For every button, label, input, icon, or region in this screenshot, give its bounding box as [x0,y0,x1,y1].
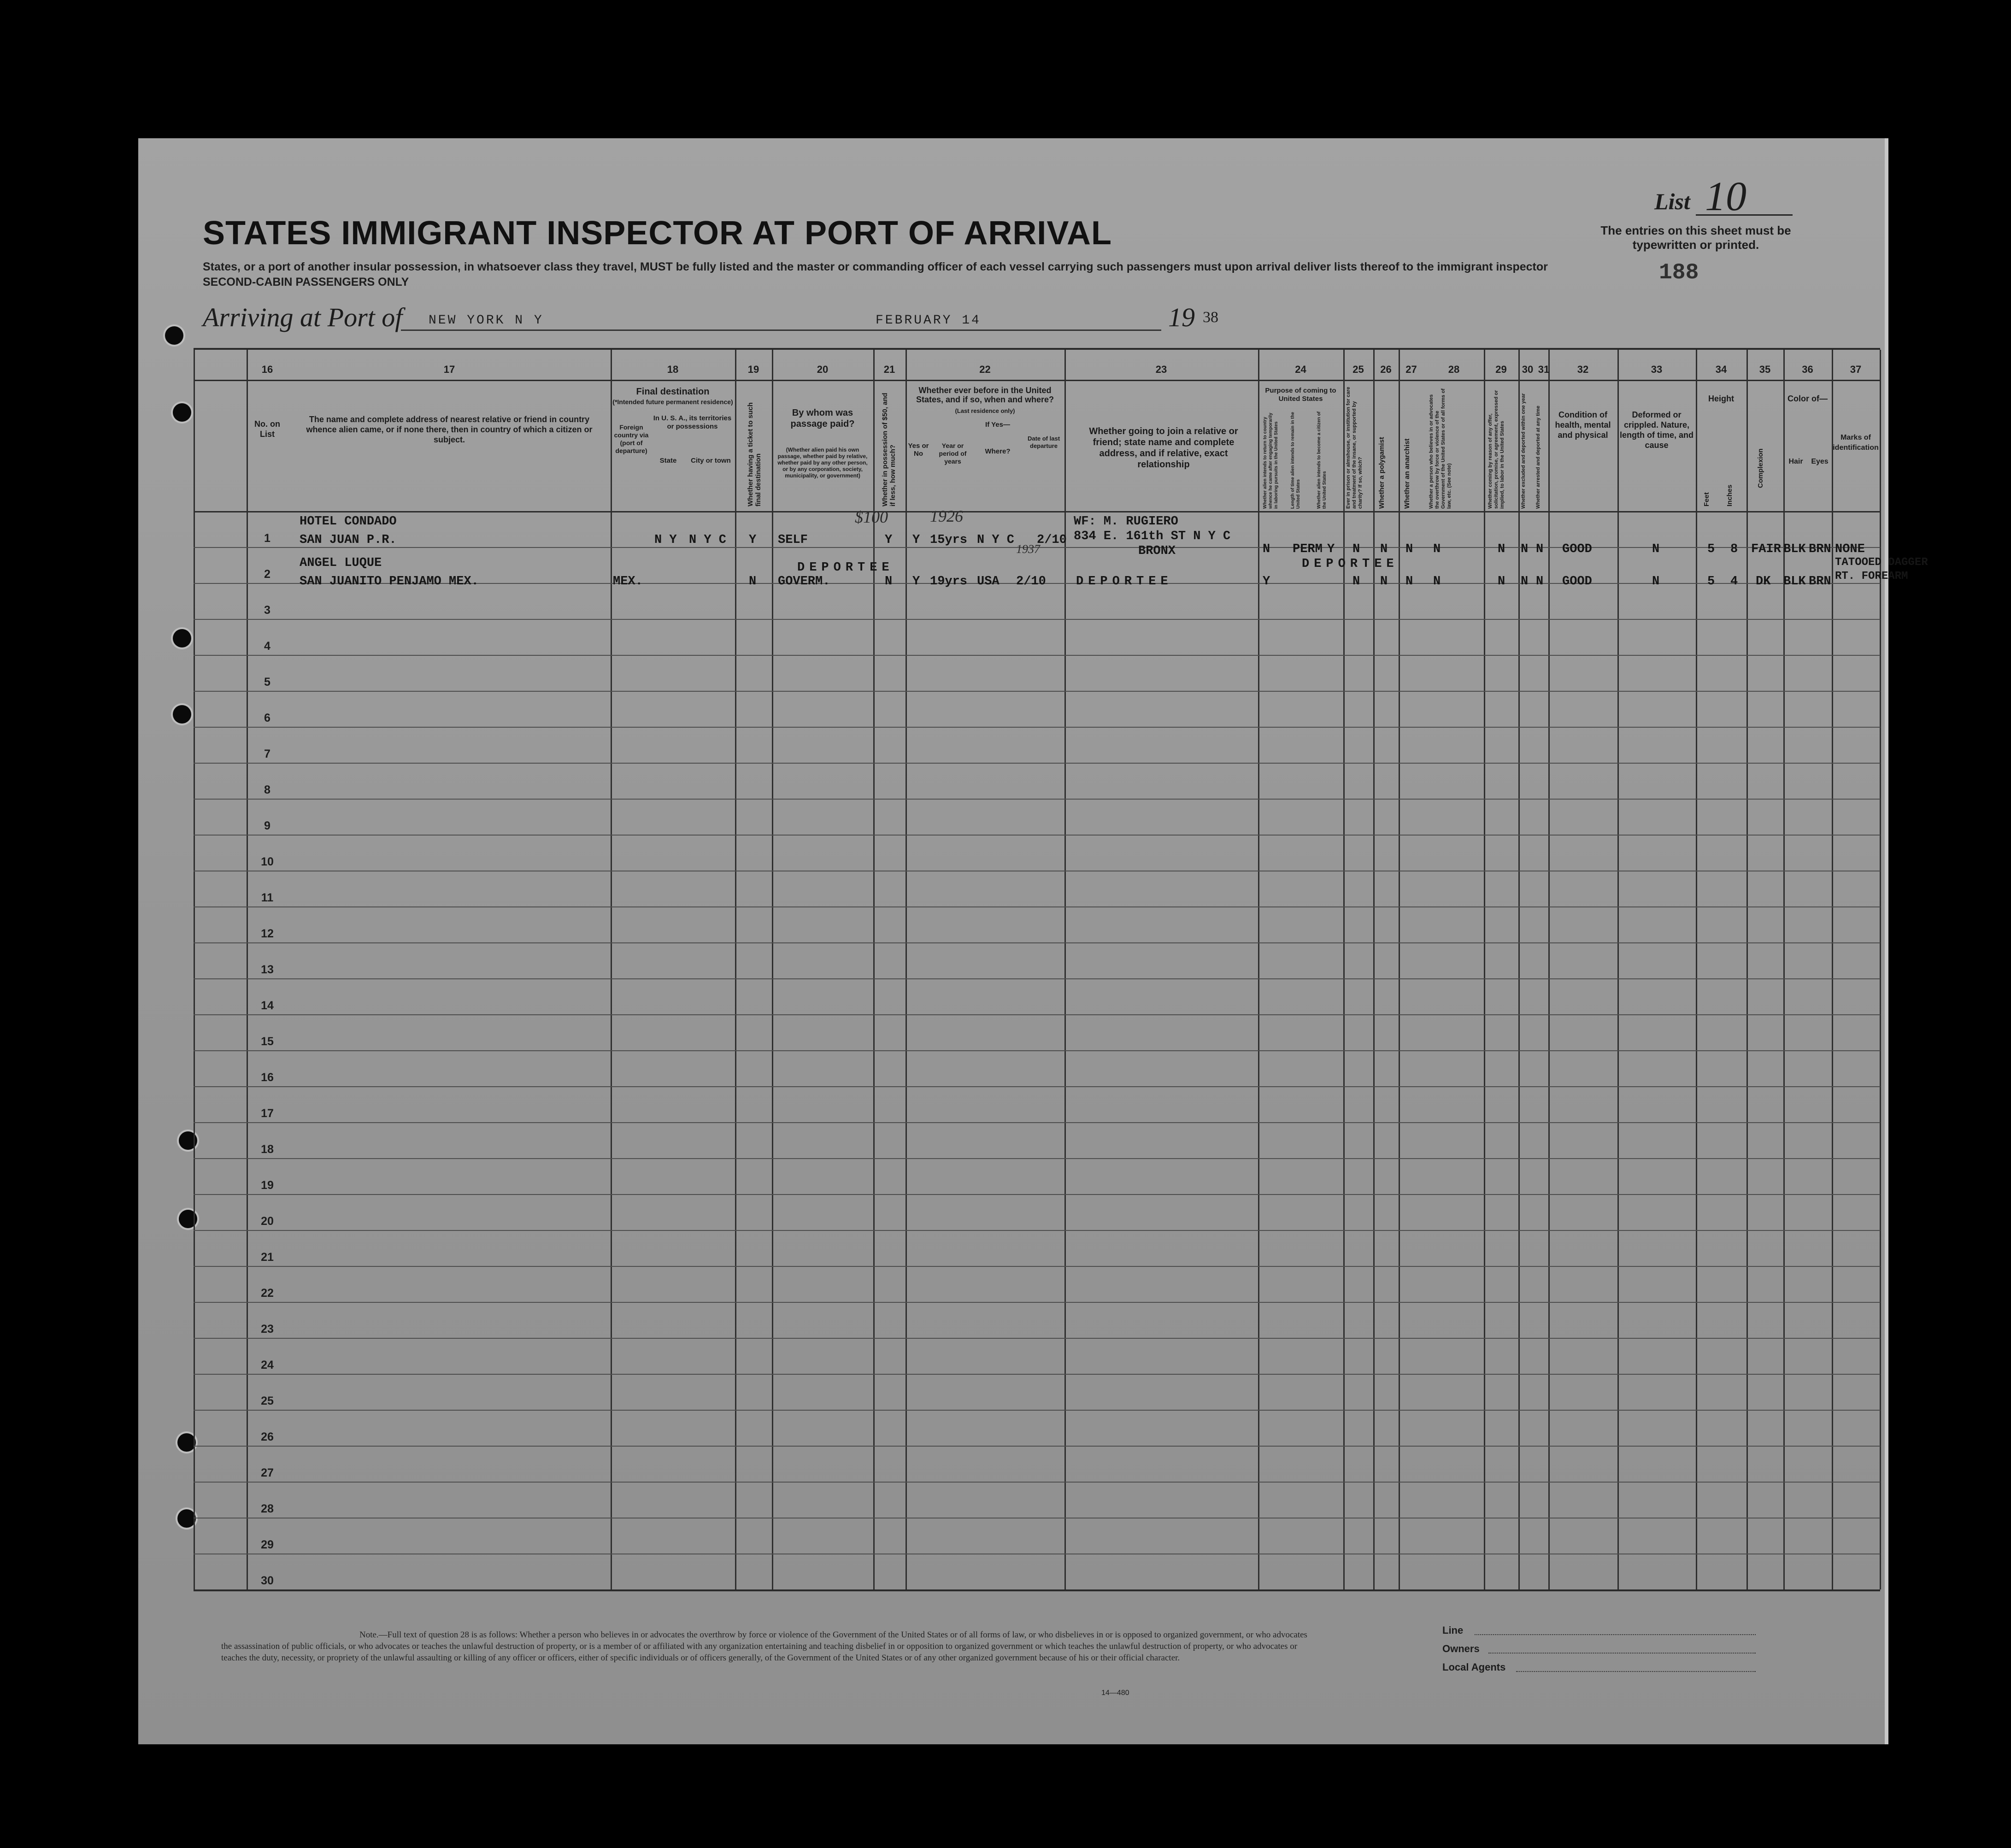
header-yes-no: Yes or No [908,442,929,458]
row1-before-year-note: 1926 [930,507,963,525]
punch-hole [177,1509,196,1528]
col-number: 23 [1155,364,1167,375]
header-inches: Inches [1726,484,1734,506]
row2-q28: N [1433,575,1441,589]
row-number: 30 [261,1574,274,1587]
col-number: 29 [1495,364,1507,375]
row2-q30: N [1521,575,1529,589]
arrival-date: FEBRUARY 14 [876,313,981,328]
col-number: 27 [1405,364,1417,375]
col-number: 34 [1715,364,1727,375]
row2-purpose-stamp: DEPORTEE [1302,557,1399,571]
row-rule [194,691,1880,692]
row1-eyes: BRN [1809,542,1831,556]
col-number: 28 [1448,364,1460,375]
row2-before-years: 19yrs [930,575,968,589]
col-rule [1518,350,1520,1589]
page-title: STATES IMMIGRANT INSPECTOR AT PORT OF ARRIVAL [203,215,1112,252]
agents-field [1516,1671,1756,1672]
row2-relative-line2: SAN JUANITO PENJAMO MEX. [300,575,479,589]
row-number: 8 [264,783,270,796]
col-number: 22 [979,364,991,375]
header-joining: Whether going to join a relative or friend; state name and complete address, and if relative, exact relationship [1089,426,1238,470]
row1-relative-line1: HOTEL CONDADO [300,515,397,529]
row-rule [194,655,1880,656]
row-number: 21 [261,1251,274,1264]
row1-joining-line1: WF: M. RUGIERO [1074,515,1178,529]
row2-q29: N [1498,575,1505,589]
row-rule [194,1158,1880,1159]
cabin-class: SECOND-CABIN PASSENGERS ONLY [203,276,409,288]
row-rule [194,1050,1880,1051]
col-number: 20 [817,364,829,375]
row-number: 14 [261,999,274,1012]
header-paid-by-note: (Whether alien paid his own passage, whether paid by relative, whether paid by any other person, or by any corporation, society, municipality, or government) [777,447,868,479]
row2-marks-line1: TATOOED DAGGER [1835,556,1928,569]
row-number: 19 [261,1179,274,1192]
row1-purpose-length: PERM [1293,542,1323,556]
row-rule [194,1230,1880,1231]
row2-complexion: DK [1756,575,1771,589]
header-deported: Whether arrested and deported at any time [1535,406,1541,509]
row-rule [194,1014,1880,1015]
col-number: 33 [1651,364,1663,375]
colnum-rule [194,380,1880,381]
header-ticket: Whether having a ticket to such final destination [747,402,762,506]
header-eyes: Eyes [1811,458,1829,465]
form-number: 14—480 [1101,1689,1129,1697]
row-number: 20 [261,1215,274,1228]
form-instructions: States, or a port of another insular possession, in whatsoever class they travel, MUST be fully listed and the master or commanding officer of each vessel carrying such passengers must upon arrival deliver lists thereof to the immigrant inspector [203,260,1548,273]
row-number: 1 [264,532,270,545]
row1-q30: N [1521,542,1529,556]
row2-deformed: N [1652,575,1660,589]
header-purpose: Purpose of coming to United States [1265,387,1336,403]
row2-feet: 5 [1707,575,1715,589]
row1-feet: 5 [1707,542,1715,556]
row-number: 29 [261,1538,274,1551]
row2-ticket: N [749,575,757,589]
row-rule [194,763,1880,764]
row1-before-date-note: 1937 [1016,542,1040,556]
port-value: NEW YORK N Y [429,313,544,328]
row-number: 27 [261,1466,274,1479]
row-number: 9 [264,819,270,832]
arriving-label: Arriving at Port of [203,302,403,332]
manifest-sheet [138,138,1928,1744]
col-number: 21 [883,364,895,375]
row-number: 2 [264,568,270,581]
col-number: 30 [1522,364,1534,375]
row-number: 28 [261,1502,274,1515]
list-number: 10 [1705,174,1746,219]
col-rule [873,350,875,1589]
row1-hair: BLK [1783,542,1806,556]
row-rule [194,1410,1880,1411]
col-rule [1617,350,1619,1589]
row2-polygamist: N [1380,575,1388,589]
header-money: Whether in possession of $50, and if less, how much? [881,393,897,506]
row-number: 4 [264,640,270,653]
col-rule [1746,350,1748,1589]
header-question-28: Whether a person who believes in or advocates the overthrow by force or violence of the Government of the United States or of all forms of law, etc. (See note) [1429,388,1452,509]
header-hair: Hair [1788,458,1803,465]
row2-paid-by-stamp: DEPORTEE [797,561,894,575]
row1-inches: 8 [1730,542,1738,556]
footnote-question-28: Note.—Full text of question 28 is as follows: Whether a person who believes in or advocates the overthrow by force or violence of the Government of the United States or of all forms of law, or who disbelieves in or is opposed to organized government, or who advocates the assassination of public officials, or who advocates or teaches the unlawful destruction of property, or is a member of or affiliated with any organization entertaining and teaching disbelief in or opposition to organized government or which teaches the unlawful destruction of property, or who advocates or teaches the duty, necessity, or propriety of the unlawful assaulting or killing of any officer or officers, either of specific individuals or of officers generally, of the Government of the United States or of any other organized government because of his or their official character. [221,1630,1307,1663]
row-number: 10 [261,855,274,868]
row-number: 17 [261,1107,274,1120]
row2-q31: N [1536,575,1544,589]
col-rule [1484,350,1485,1589]
row-rule [194,799,1880,800]
row-number: 16 [261,1071,274,1084]
row2-foreign: MEX. [613,575,643,589]
row-number: 23 [261,1323,274,1336]
row2-before-yesno: Y [912,575,920,589]
row1-money-note: $100 [855,508,888,526]
header-color: Color of— [1788,394,1828,403]
row-number: 25 [261,1395,274,1407]
manifest-table [194,348,1928,1591]
row1-ticket: Y [749,533,757,547]
row1-paid-by: SELF [778,533,808,547]
col-number: 18 [667,364,679,375]
year-suffix: 38 [1203,309,1218,326]
line-label: Line [1442,1624,1464,1636]
col-rule [1880,350,1881,1589]
header-list-no: No. on List [254,419,280,439]
agents-label: Local Agents [1442,1661,1506,1673]
row-number: 18 [261,1143,274,1156]
col-rule [1399,350,1400,1589]
row1-joining-line2: 834 E. 161th ST N Y C [1074,530,1231,543]
row-number: 7 [264,747,270,760]
col-number: 37 [1850,364,1862,375]
col-rule [1696,350,1697,1589]
row-rule [194,727,1880,728]
punch-hole [173,705,191,724]
header-if-yes: If Yes— [985,421,1010,429]
row2-anarchist: N [1405,575,1413,589]
header-destination: Final destination [636,387,710,397]
owners-field [1488,1653,1756,1654]
row1-q28: N [1433,542,1441,556]
row-rule [194,1446,1880,1447]
row-number: 15 [261,1035,274,1048]
row-rule [194,906,1880,907]
header-labor-offer: Whether coming by reason of any offer, solicitation, promise, or agreement, expressed or implied, to labor in the United States [1488,390,1505,509]
row1-before-yesno: Y [912,533,920,547]
row2-purpose-return: Y [1263,575,1270,589]
row-rule [194,1302,1880,1303]
row1-before-years: 15yrs [930,533,968,547]
header-excluded: Whether excluded and deported within one year [1521,393,1526,509]
header-last-departure: Date of last departure [1027,435,1060,449]
row1-deformed: N [1652,542,1660,556]
row2-relative-line1: ANGEL LUQUE [300,556,382,570]
row1-q29: N [1498,542,1505,556]
row-rule [194,1194,1880,1195]
row-number: 11 [261,891,274,904]
row1-health: GOOD [1562,542,1592,556]
header-purpose-citizen: Whether alien intends to become a citizen of the United States [1317,411,1327,509]
row2-health: GOOD [1562,575,1592,589]
row-rule [194,1266,1880,1267]
row-rule [194,1086,1880,1087]
row1-prison: N [1352,542,1360,556]
header-where: Where? [985,447,1011,455]
punch-hole [173,629,191,647]
row-rule [194,1122,1880,1123]
list-label: List [1654,188,1690,214]
row-number: 5 [264,676,270,689]
row1-purpose-return: N [1263,542,1270,556]
col-number: 26 [1380,364,1392,375]
row2-eyes: BRN [1809,575,1831,589]
col-number: 24 [1295,364,1306,375]
row1-q31: N [1536,542,1544,556]
header-city: City or town [691,457,731,465]
header-before-in-us: Whether ever before in the United States, and if so, when and where? [916,386,1054,404]
row1-money: Y [885,533,893,547]
header-purpose-return: Whether alien intends to return to country whence he came after engaging temporarily in laboring pursuits in the United States [1263,412,1279,509]
header-deformed: Deformed or crippled. Nature, length of time, and cause [1620,410,1693,450]
row-rule [194,835,1880,836]
header-height: Height [1708,394,1734,403]
header-purpose-length: Length of time alien intends to remain in the United States [1290,412,1301,509]
row2-marks-line2: RT. FOREARM [1835,570,1908,583]
row2-hair: BLK [1783,575,1806,589]
row-number: 26 [261,1430,274,1443]
row-rule [194,619,1880,620]
row1-before-where: N Y C [977,533,1015,547]
col-rule [735,350,736,1589]
row1-relative-line2: SAN JUAN P.R. [300,533,397,547]
col-rule [1832,350,1833,1589]
col-rule [194,350,195,1589]
header-marks: Marks of identification [1833,434,1879,452]
row2-before-date: 2/10 [1016,575,1046,589]
row-rule [194,1374,1880,1375]
header-year-period: Year or period of years [939,442,967,465]
col-rule [1373,350,1375,1589]
row-rule [194,978,1880,979]
header-before-note: (Last residence only) [955,407,1015,414]
header-health: Condition of health, mental and physical [1555,410,1611,440]
row2-money: N [885,575,893,589]
col-rule [1343,350,1345,1589]
row-number: 12 [261,927,274,940]
col-number: 16 [261,364,273,375]
row2-before-where: USA [977,575,1000,589]
col-number: 25 [1352,364,1364,375]
row-number: 3 [264,604,270,617]
row-rule [194,1338,1880,1339]
row-number: 22 [261,1287,274,1300]
col-rule [772,350,773,1589]
row2-paid-by: GOVERM. [778,575,830,589]
header-paid-by: By whom was passage paid? [790,408,855,429]
row1-before-date: 2/10 [1037,533,1067,547]
year-prefix: 19 [1168,302,1195,332]
row2-prison: N [1352,575,1360,589]
row-number: 24 [261,1359,274,1371]
col-rule [1548,350,1550,1589]
row1-state: N Y [654,533,677,547]
header-rule [194,511,1880,512]
row1-marks: NONE [1835,542,1865,556]
col-rule [1258,350,1259,1589]
entries-note: The entries on this sheet must be typewritten or printed. [1600,224,1791,252]
header-state: State [659,457,677,465]
col-number: 36 [1802,364,1813,375]
row-rule [194,1482,1880,1483]
sheet-number: 188 [1659,260,1699,285]
row1-complexion: FAIR [1751,542,1781,556]
header-polygamist: Whether a polygamist [1378,437,1386,509]
row-rule [194,942,1880,943]
header-relative: The name and complete address of nearest relative or friend in country whence alien came, or if none there, then in country of which a citizen or subject. [306,415,593,444]
row-number: 13 [261,963,274,976]
row1-joining-line3: BRONX [1138,544,1176,558]
punch-hole [173,403,191,422]
header-anarchist: Whether an anarchist [1403,438,1411,509]
row1-purpose-citizen: Y [1327,542,1335,556]
col-number: 31 [1538,364,1550,375]
row1-polygamist: N [1380,542,1388,556]
list-underline [1696,214,1793,216]
col-rule [906,350,907,1589]
header-feet: Feet [1703,492,1711,506]
header-prison: Ever in prison or almshouse, or institution for care and treatment of the insane, or supported by charity? If so, which? [1346,387,1363,509]
row1-anarchist: N [1405,542,1413,556]
header-destination-note: (*Intended future permanent residence) [612,398,733,406]
col-number: 17 [443,364,455,375]
row2-joining: DEPORTEE [1076,575,1173,589]
row1-city: N Y C [689,533,727,547]
row2-inches: 4 [1730,575,1738,589]
punch-hole [165,326,183,345]
line-field [1475,1634,1756,1635]
col-rule [611,350,612,1589]
col-number: 19 [747,364,759,375]
col-number: 35 [1759,364,1771,375]
row-number: 6 [264,712,270,724]
owners-label: Owners [1442,1643,1480,1654]
col-rule [1783,350,1785,1589]
header-complexion: Complexion [1757,448,1764,488]
punch-hole [177,1433,196,1452]
header-usa: In U. S. A., its territories or possessions [653,414,732,430]
header-foreign-country: Foreign country via (port of departure) [614,424,649,454]
date-underline [871,330,1161,331]
col-number: 32 [1577,364,1589,375]
